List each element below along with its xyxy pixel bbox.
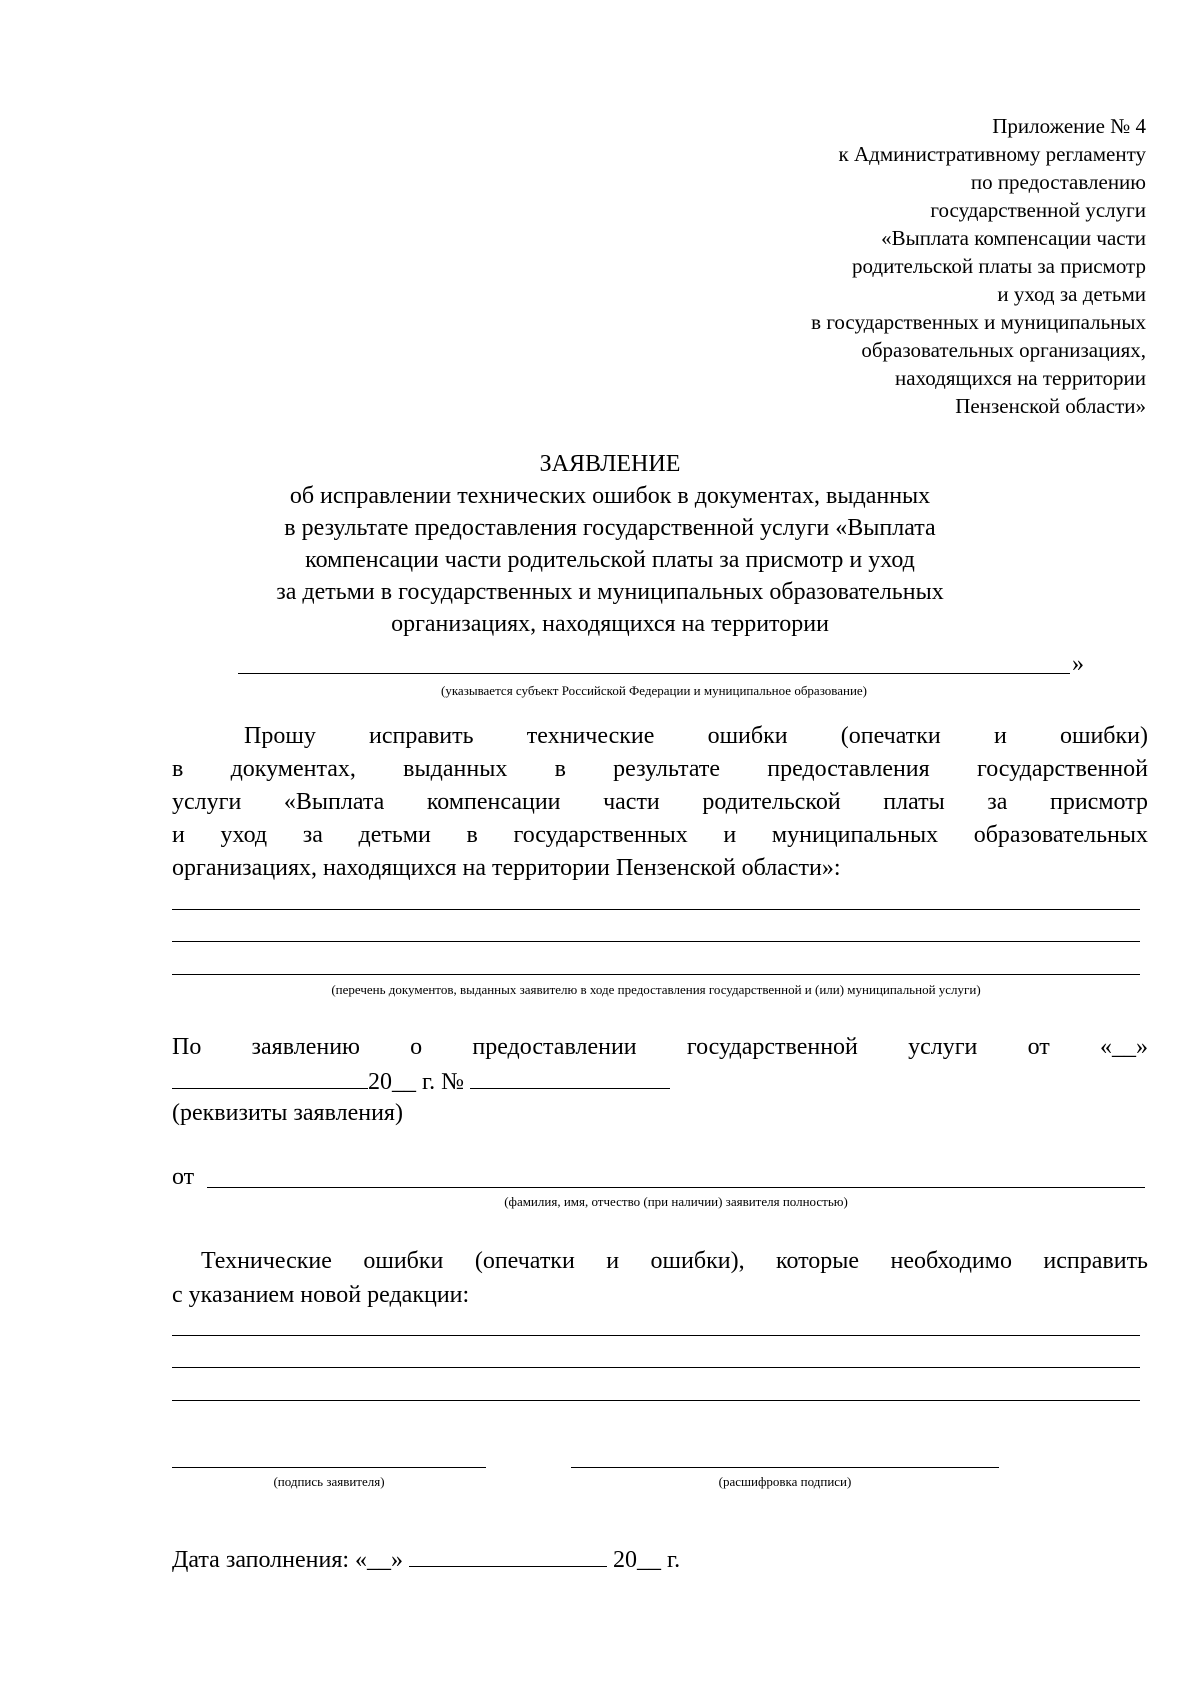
attachment-line: и уход за детьми	[997, 282, 1146, 306]
subject-fill-line[interactable]	[238, 673, 1070, 674]
request-line: организациях, находящихся на территории Пензенской области»:	[172, 855, 841, 881]
signature-fill-line[interactable]	[172, 1467, 486, 1468]
attachment-line: родительской платы за присмотр	[852, 254, 1146, 278]
fill-date-row	[172, 1544, 680, 1575]
title-line: за детьми в государственных и муниципальных образовательных	[276, 579, 944, 605]
title-line: организациях, находящихся на территории	[391, 611, 829, 637]
documents-caption: (перечень документов, выданных заявителю в ходе предоставления государственной и (или) муниципальной услуги)	[331, 982, 981, 997]
attachment-line: в государственных и муниципальных	[811, 310, 1146, 334]
application-details-label: (реквизиты заявления)	[172, 1100, 403, 1126]
errors-fill-line[interactable]	[172, 1400, 1140, 1401]
signature-decoding-fill-line[interactable]	[571, 1467, 999, 1468]
application-number-fill[interactable]	[470, 1066, 670, 1089]
request-line: услуги «Выплата компенсации части родительской платы за присмотр	[172, 789, 1148, 815]
documents-fill-line[interactable]	[172, 974, 1140, 975]
attachment-line: к Административному регламенту	[838, 142, 1146, 166]
applicant-from-label: от	[172, 1164, 195, 1190]
title-closing-quote: »	[1072, 651, 1084, 677]
errors-fill-line[interactable]	[172, 1335, 1140, 1336]
request-line: и уход за детьми в государственных и муниципальных образовательных	[172, 822, 1148, 848]
request-line: Прошу исправить технические ошибки (опечатки и ошибки)	[244, 723, 1148, 749]
attachment-line: «Выплата компенсации части	[881, 226, 1146, 250]
attachment-line: государственной услуги	[930, 198, 1146, 222]
documents-fill-line[interactable]	[172, 941, 1140, 942]
errors-line: Технические ошибки (опечатки и ошибки), которые необходимо исправить	[201, 1248, 1148, 1274]
title-line: в результате предоставления государственной услуги «Выплата	[284, 515, 936, 541]
document-title	[160, 448, 1060, 640]
signature-decoding-caption: (расшифровка подписи)	[718, 1474, 852, 1489]
title-line: компенсации части родительской платы за присмотр и уход	[305, 547, 915, 573]
application-date-fill[interactable]	[172, 1066, 368, 1089]
title-heading: ЗАЯВЛЕНИЕ	[539, 451, 681, 477]
applicant-name-fill-line[interactable]	[207, 1187, 1145, 1188]
attachment-header	[546, 112, 1146, 420]
attachment-line: Приложение № 4	[992, 114, 1146, 138]
request-paragraph	[172, 720, 1148, 885]
application-ref-line-2	[172, 1066, 670, 1097]
attachment-line: Пензенской области»	[955, 394, 1146, 418]
applicant-caption: (фамилия, имя, отчество (при наличии) заявителя полностью)	[504, 1194, 848, 1209]
title-line: об исправлении технических ошибок в документах, выданных	[289, 483, 931, 509]
signature-caption: (подпись заявителя)	[273, 1474, 385, 1489]
application-year-number: 20__ г. №	[368, 1069, 465, 1095]
application-ref-line: По заявлению о предоставлении государственной услуги от «__»	[172, 1034, 1148, 1060]
attachment-line: находящихся на территории	[895, 366, 1146, 390]
fill-date-month-fill[interactable]	[409, 1544, 607, 1567]
documents-fill-line[interactable]	[172, 909, 1140, 910]
subject-caption: (указывается субъект Российской Федерации и муниципальное образование)	[440, 683, 868, 698]
fill-date-year: 20__ г.	[613, 1547, 681, 1573]
errors-line-2: с указанием новой редакции:	[172, 1282, 470, 1308]
request-line: в документах, выданных в результате предоставления государственной	[172, 756, 1148, 782]
attachment-line: по предоставлению	[970, 170, 1146, 194]
attachment-line: образовательных организациях,	[861, 338, 1146, 362]
errors-fill-line[interactable]	[172, 1367, 1140, 1368]
fill-date-label: Дата заполнения: «__»	[172, 1547, 404, 1573]
